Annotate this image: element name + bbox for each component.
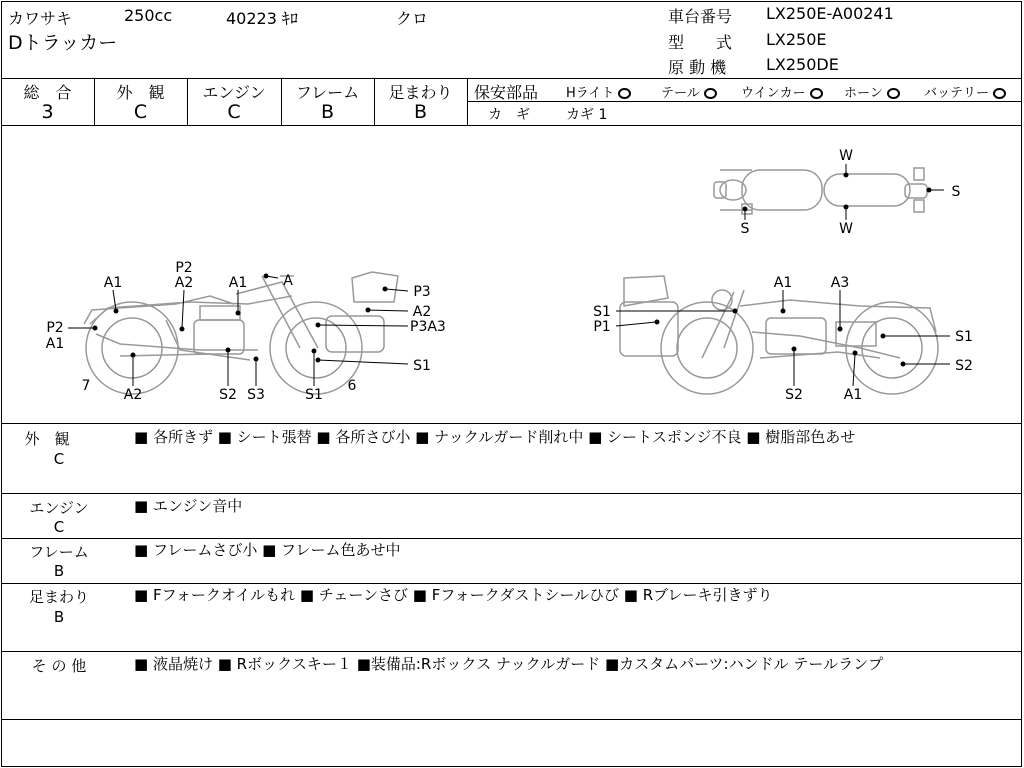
diagram-label: A1 [228,275,248,291]
diagram-label: S2 [785,387,803,403]
grade-total-label: 総 合 [23,83,72,102]
divider [1,651,1022,652]
grade-suspension: B [413,101,428,123]
divider [468,101,1022,102]
section-other-label: そ の 他 [31,657,87,675]
maker: カワサキ [8,9,73,28]
right-bike [620,276,938,394]
type-label: 型 式 [668,33,733,52]
grade-engine: C [227,101,241,123]
diagram-label: A3 [830,275,850,291]
section-suspension-text: ■ Fフォークオイルもれ ■ チェーンさび ■ Fフォークダストシールひび ■ Rブレーキ引きずり [134,586,773,604]
divider [1,719,1022,720]
diagram-label: A [283,273,293,289]
grade-total: 3 [41,101,54,123]
section-frame-grade: B [53,562,65,580]
frame-no-label: 車台番号 [668,7,733,26]
diagram-label: A2 [174,275,194,291]
safety-item-tail [661,82,717,101]
safety-item-horn [844,82,900,101]
safety-item-headlight [566,82,631,101]
ok-circle-icon [704,88,717,99]
ok-circle-icon [887,88,900,99]
divider [467,78,468,125]
ok-circle-icon [810,88,823,99]
diagram-label: A2 [412,304,432,320]
diagram-label: P3 [413,284,431,300]
diagram-label: A1 [773,275,793,291]
diagram-label: S1 [413,358,431,374]
divider [1,423,1022,424]
type-value: LX250E [766,30,827,49]
section-exterior-label: 外 観 [24,430,70,448]
key-value: カギ 1 [566,107,608,123]
diagram-label: A1 [45,336,65,352]
mileage [226,6,298,29]
diagram-label: S2 [219,387,237,403]
safety-item-winker [741,82,823,101]
section-exterior-grade: C [53,450,65,468]
diagram-label: S [951,184,961,200]
section-frame-text: ■ フレームさび小 ■ フレーム色あせ中 [134,541,401,559]
section-engine-label: エンジン [29,499,89,517]
diagram-label: W [839,148,853,164]
safety-label: 保安部品 [474,83,539,102]
section-engine-text: ■ エンジン音中 [134,497,243,515]
ok-circle-icon [993,88,1006,99]
color: クロ [396,9,429,28]
displacement: 250cc [124,6,173,25]
diagram-label: 7 [81,378,91,394]
diagram-label: S [740,221,750,237]
grade-frame: B [320,101,335,123]
diagram-label: S1 [305,387,323,403]
section-suspension-label: 足まわり [28,588,89,606]
section-other-text: ■ 液晶焼け ■ Rボックスキー１ ■装備品:Rボックス ナックルガード ■カスタムパーツ:ハンドル テールランプ [134,655,884,673]
frame-no: LX250E-A00241 [766,4,894,23]
mileage-unit: ｷﾛ [282,9,299,28]
divider [1,493,1022,494]
diagram-label: W [839,221,853,237]
mileage-value: 40223 [226,9,277,28]
motorcycle-diagram [0,126,1024,424]
diagram-label: 6 [347,378,357,394]
grade-frame-label: フレーム [295,83,360,102]
safety-item-name: テール [661,86,700,101]
divider [1,78,1022,79]
safety-item-name: ウインカー [741,86,806,101]
diagram-label: P2 [175,260,193,276]
safety-item-name: ホーン [844,86,883,101]
diagram-label: S2 [955,358,973,374]
section-engine-grade: C [53,518,65,536]
safety-item-battery [924,82,1006,101]
diagram-label: A1 [103,275,123,291]
key-label: カ ギ [488,107,530,123]
model-name: Dトラッカー [8,32,118,54]
section-frame-label: フレーム [29,543,89,561]
diagram-label: S3 [247,387,265,403]
grade-suspension-label: 足まわり [388,83,453,102]
grade-exterior-label: 外 観 [116,83,165,102]
diagram-label: A2 [123,387,143,403]
diagram-label: P2 [46,320,64,336]
section-exterior-text: ■ 各所きず ■ シート張替 ■ 各所さび小 ■ ナックルガード削れ中 ■ シートスポンジ不良 ■ 樹脂部色あせ [134,428,856,446]
safety-item-name: バッテリー [924,86,990,101]
engine-value: LX250DE [766,55,839,74]
section-suspension-grade: B [53,608,65,626]
diagram-label: P1 [593,319,611,335]
grade-engine-label: エンジン [202,83,266,102]
ok-circle-icon [618,88,631,99]
diagram-label: P3A3 [410,319,446,335]
diagram-label: S1 [593,304,611,320]
diagram-label: A1 [843,387,863,403]
grade-exterior: C [133,101,148,123]
safety-item-name: Hライト [566,86,615,101]
engine-label: 原 動 機 [668,58,727,77]
diagram-label: S1 [955,329,973,345]
